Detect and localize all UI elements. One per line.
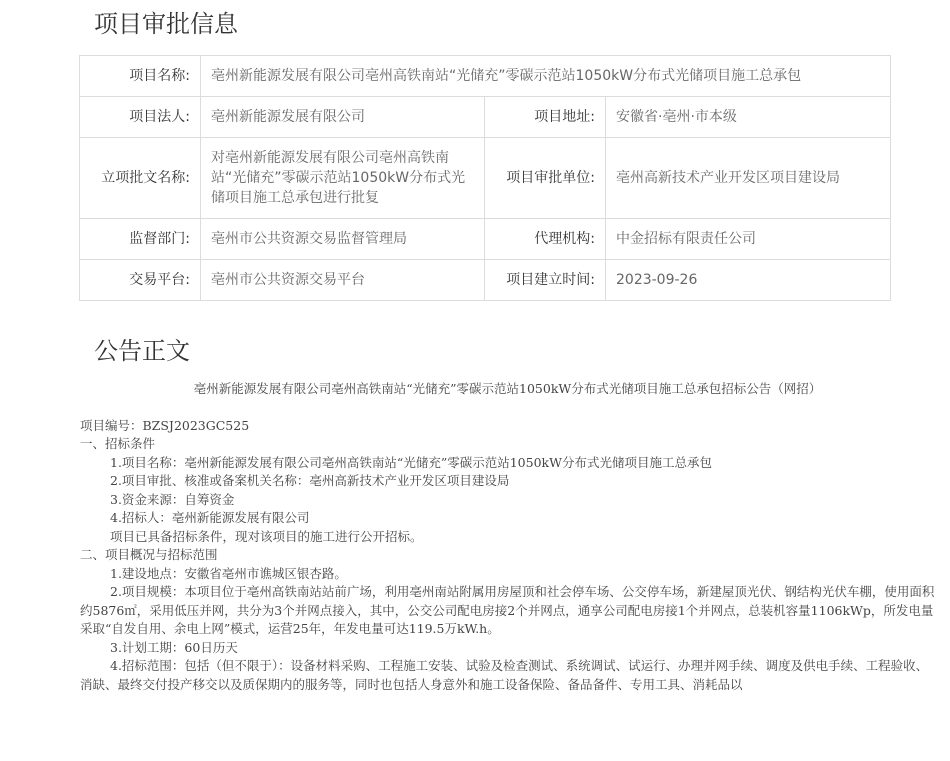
section-heading: 二、项目概况与招标范围 [80, 547, 218, 562]
section-title-notice: 公告正文 [94, 337, 190, 365]
approval-unit-label: 项目审批单位: [485, 138, 606, 219]
notice-body [80, 380, 935, 694]
list-item: 3.资金来源：自筹资金 [110, 491, 235, 507]
table-row [80, 56, 891, 97]
platform-label: 交易平台: [80, 260, 201, 301]
list-item: 3.计划工期：60日历天 [110, 639, 238, 655]
list-item: 项目已具备招标条件，现对该项目的施工进行公开招标。 [110, 528, 423, 544]
agency-label: 代理机构: [485, 219, 606, 260]
list-item: 4.招标人：亳州新能源发展有限公司 [110, 510, 310, 525]
table-row [80, 97, 891, 138]
section-title-approval: 项目审批信息 [94, 10, 238, 38]
list-item: 1.建设地点：安徽省亳州市谯城区银杏路。 [110, 565, 347, 581]
address-label: 项目地址: [485, 97, 606, 138]
section-heading: 一、招标条件 [80, 436, 156, 451]
table-row [80, 260, 891, 301]
approval-unit-value: 亳州高新技术产业开发区项目建设局 [606, 138, 891, 219]
agency-value: 中金招标有限责任公司 [606, 219, 891, 260]
list-item: 1.项目名称：亳州新能源发展有限公司亳州高铁南站“光储充”零碳示范站1050kW分布式光储项目施工总承包 [110, 454, 712, 470]
approval-doc-label: 立项批文名称: [80, 138, 201, 219]
legal-person-value: 亳州新能源发展有限公司 [201, 97, 485, 138]
supervision-value: 亳州市公共资源交易监督管理局 [201, 219, 485, 260]
created-value: 2023-09-26 [606, 260, 891, 301]
supervision-label: 监督部门: [80, 219, 201, 260]
platform-value: 亳州市公共资源交易平台 [201, 260, 485, 301]
notice-heading: 亳州新能源发展有限公司亳州高铁南站“光储充”零碳示范站1050kW分布式光储项目施工总承包招标公告（网招） [193, 381, 822, 396]
list-item: 2.项目审批、核准或备案机关名称：亳州高新技术产业开发区项目建设局 [110, 473, 510, 488]
approval-info-table [79, 55, 891, 301]
project-name-label: 项目名称: [80, 56, 201, 97]
list-item: 4.招标范围：包括（但不限于）：设备材料采购、工程施工安装、试验及检查测试、系统调试、试运行、办理并网手续、调度及供电手续、工程验收、消缺、最终交付投产移交以及质保期内的服务等，同时也包括人身意外和施工设备保险、备品备件、专用工具、消耗品以 [80, 658, 929, 692]
approval-doc-value: 对亳州新能源发展有限公司亳州高铁南站“光储充”零碳示范站1050kW分布式光储项目施工总承包进行批复 [201, 138, 485, 219]
legal-person-label: 项目法人: [80, 97, 201, 138]
created-label: 项目建立时间: [485, 260, 606, 301]
table-row [80, 138, 891, 219]
project-number: 项目编号：BZSJ2023GC525 [80, 417, 250, 433]
address-value: 安徽省·亳州·市本级 [606, 97, 891, 138]
list-item: 2.项目规模：本项目位于亳州高铁南站站前广场，利用亳州南站附属用房屋顶和社会停车场、公交停车场，新建屋顶光伏、钢结构光伏车棚，使用面积约5876㎡，采用低压并网，共分为3个并网点接入，其中，公交公司配电房接2个并网点，通享公司配电房接1个并网点，总装机容量1106kWp，所发电量采取“自发自用、余电上网”模式，运营25年，年发电量可达119.5万kW.h。 [80, 584, 935, 636]
project-name-value: 亳州新能源发展有限公司亳州高铁南站“光储充”零碳示范站1050kW分布式光储项目施工总承包 [201, 56, 891, 97]
table-row [80, 219, 891, 260]
